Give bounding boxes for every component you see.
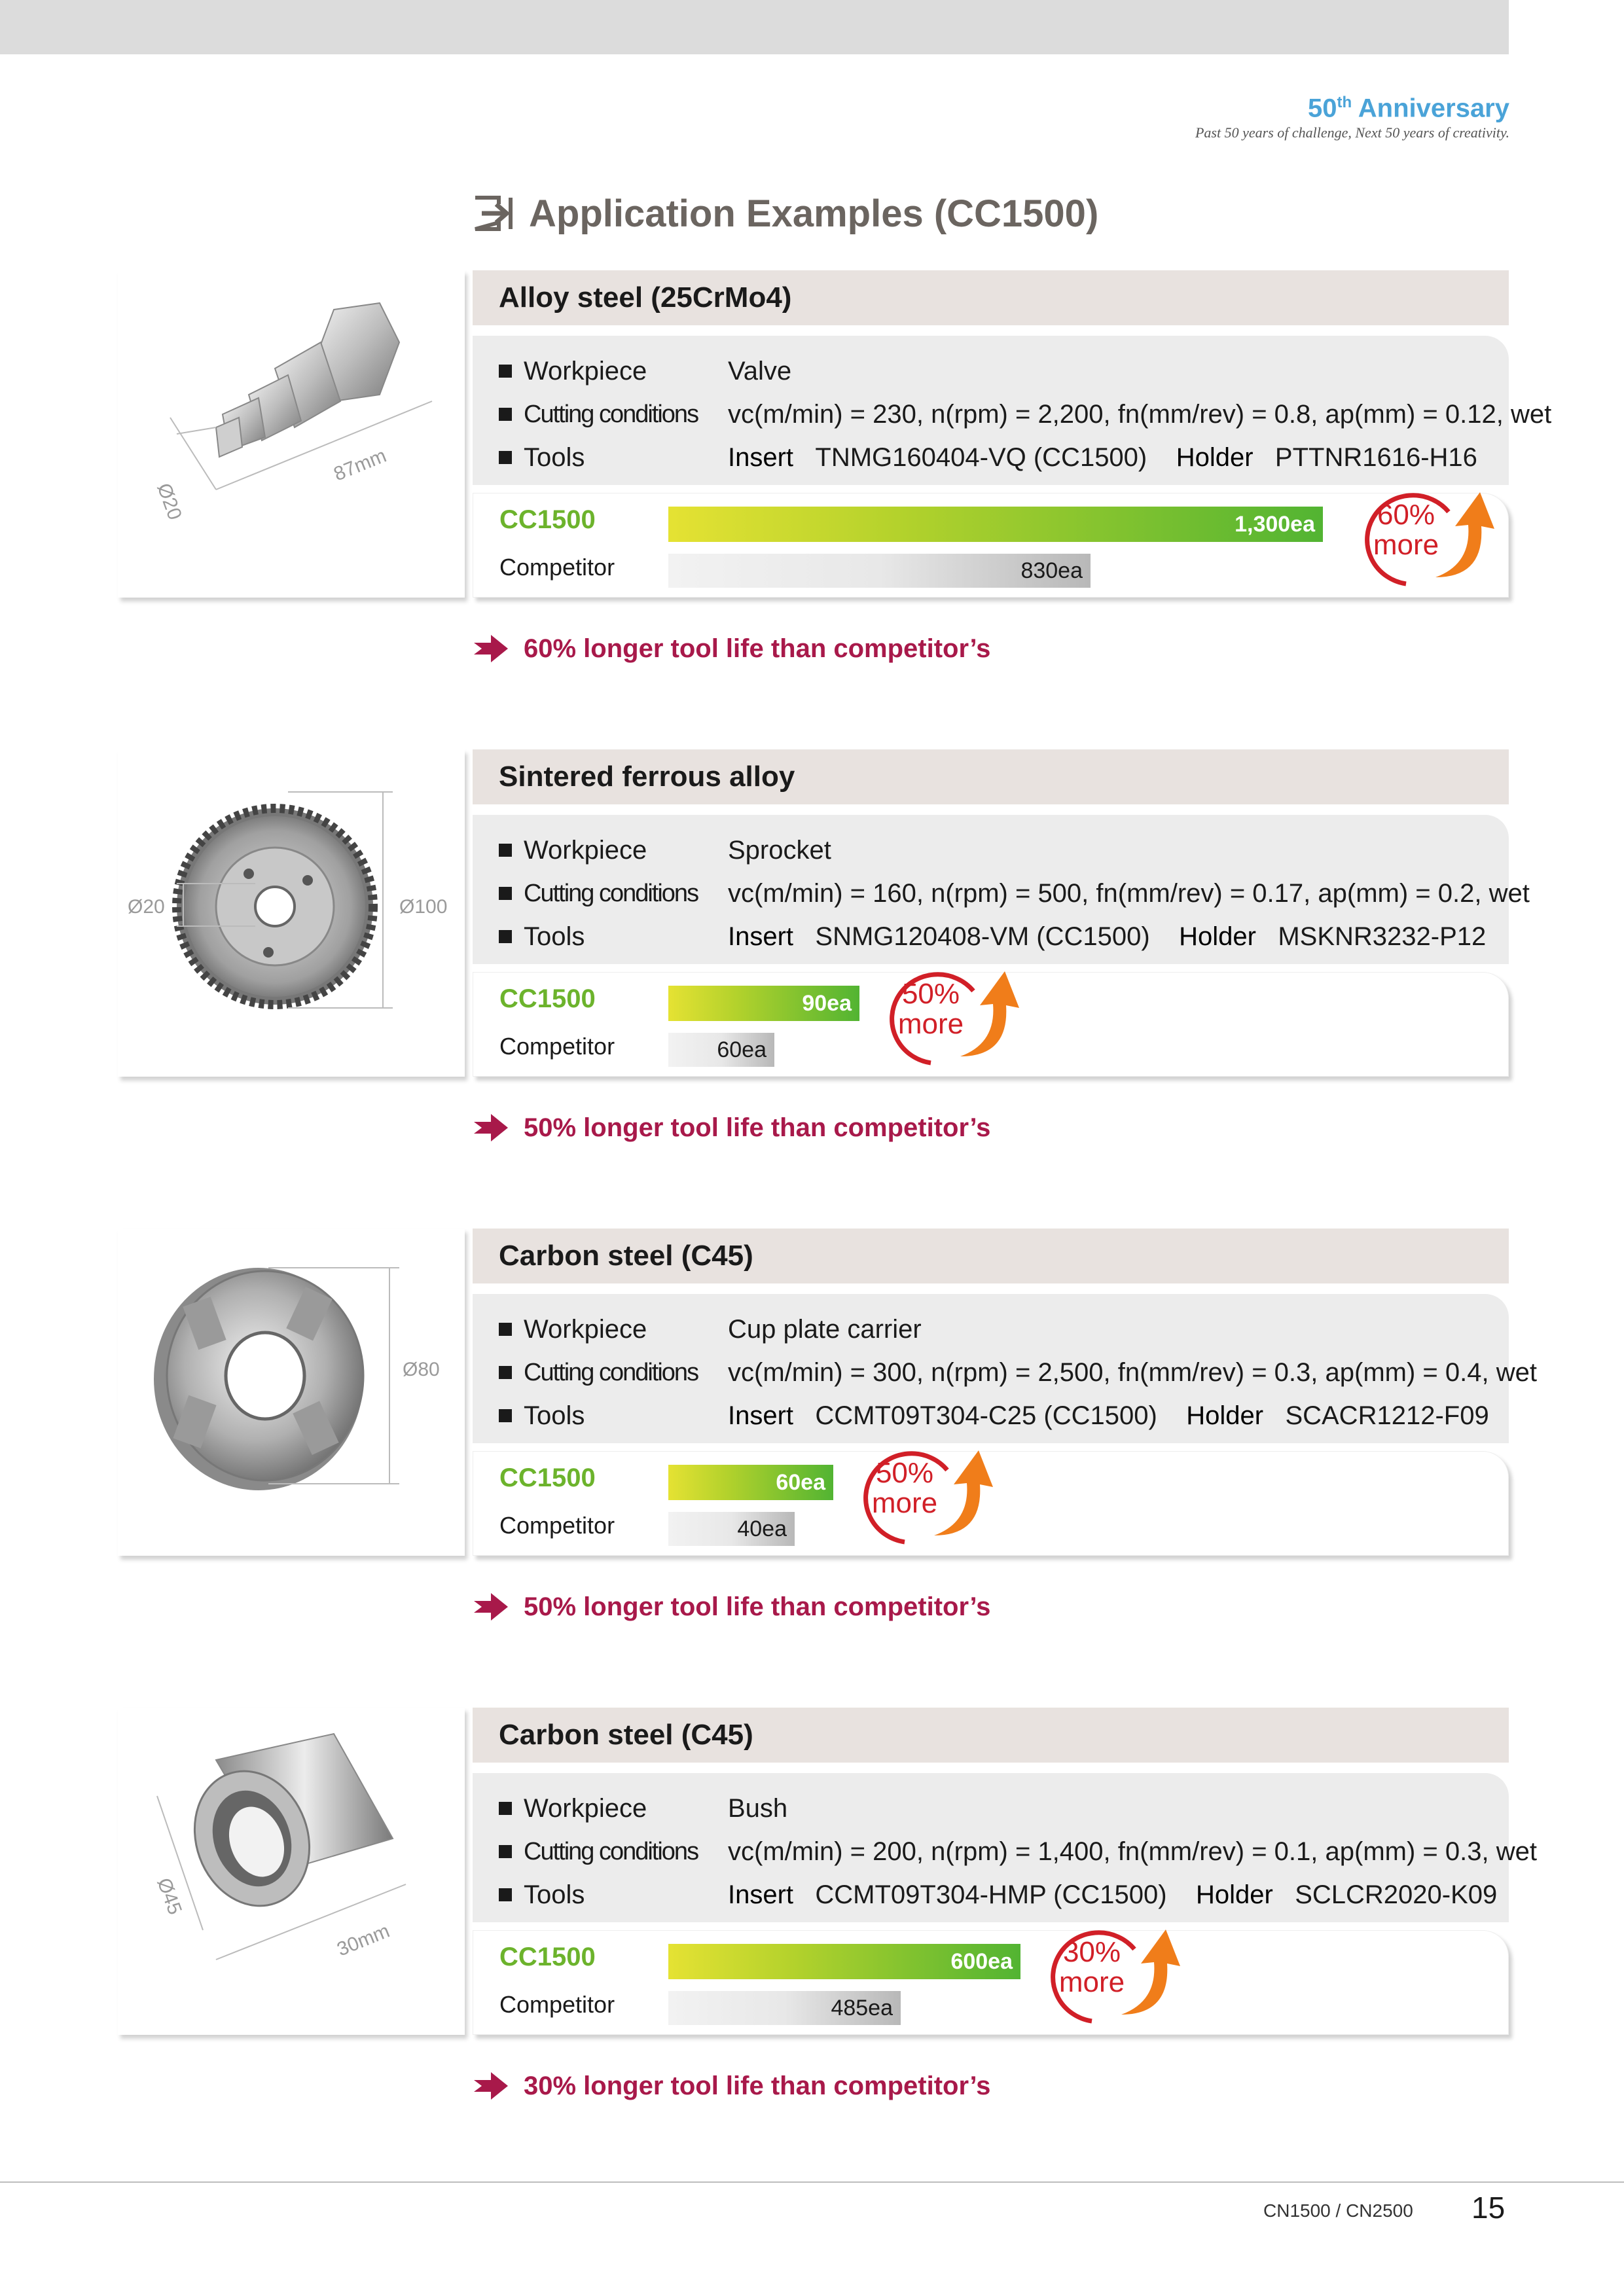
footer-doc-title: CN1500 / CN2500 xyxy=(1263,2200,1413,2221)
conclusion-text: 50% longer tool life than competitor’s xyxy=(524,1113,991,1142)
anniversary-title: 50th Anniversary xyxy=(1307,94,1509,123)
dim-length: 30mm xyxy=(334,1920,393,1961)
insert-value: TNMG160404-VQ (CC1500) xyxy=(815,442,1147,472)
workpiece-value: Cup plate carrier xyxy=(728,1314,922,1344)
page-title: Application Examples (CC1500) xyxy=(529,192,1099,235)
tools-row: Tools Insert TNMG160404-VQ (CC1500) Holder PTTNR1616-H16 xyxy=(499,438,1477,477)
arrow-right-icon xyxy=(473,1592,509,1622)
valve-shaft-illustration xyxy=(118,270,465,598)
competitor-label: Competitor xyxy=(499,1512,615,1539)
cup-plate-carrier-illustration xyxy=(118,1229,465,1556)
conditions-value: vc(m/min) = 200, n(rpm) = 1,400, fn(mm/rev) = 0.1, ap(mm) = 0.3, wet xyxy=(728,1837,1537,1866)
improvement-badge: 60% more xyxy=(1357,486,1501,597)
improvement-value: 50% xyxy=(901,978,960,1010)
dim-length: 87mm xyxy=(331,444,389,486)
improvement-value: 50% xyxy=(875,1457,934,1489)
sprocket-illustration xyxy=(118,749,465,1077)
anniversary-tagline: Past 50 years of challenge, Next 50 years of creativity. xyxy=(1195,124,1509,141)
bullet-icon xyxy=(499,887,512,900)
footer-divider xyxy=(0,2181,1624,2183)
main-product-label: CC1500 xyxy=(499,1463,596,1492)
improvement-value: 30% xyxy=(1062,1936,1121,1968)
holder-value: MSKNR3232-P12 xyxy=(1278,922,1487,951)
top-band xyxy=(0,0,1509,54)
bullet-icon xyxy=(499,451,512,464)
conditions-box xyxy=(473,815,1530,964)
conditions-value: vc(m/min) = 160, n(rpm) = 500, fn(mm/rev) = 0.17, ap(mm) = 0.2, wet xyxy=(728,878,1530,908)
workpiece-value: Sprocket xyxy=(728,835,831,865)
workpiece-row: Workpiece Bush xyxy=(499,1789,787,1828)
tool-life-chart xyxy=(473,493,1509,598)
tools-row: Tools Insert SNMG120408-VM (CC1500) Holder MSKNR3232-P12 xyxy=(499,917,1486,956)
bullet-icon xyxy=(499,1845,512,1858)
improvement-value: 60% xyxy=(1377,499,1435,531)
conditions-value: vc(m/min) = 300, n(rpm) = 2,500, fn(mm/rev) = 0.3, ap(mm) = 0.4, wet xyxy=(728,1357,1537,1387)
bullet-icon xyxy=(499,408,512,421)
dim-bore: Ø20 xyxy=(128,896,165,918)
tool-life-chart xyxy=(473,1451,1509,1556)
main-bar xyxy=(668,1944,1020,1979)
main-bar-value: 600ea xyxy=(950,1949,1013,1974)
tool-life-chart xyxy=(473,972,1509,1077)
workpiece-image-card xyxy=(118,749,465,1077)
insert-value: SNMG120408-VM (CC1500) xyxy=(815,922,1150,951)
main-product-label: CC1500 xyxy=(499,1943,596,1971)
conclusion-line xyxy=(473,1108,990,1147)
tools-row: Tools Insert CCMT09T304-HMP (CC1500) Holder SCLCR2020-K09 xyxy=(499,1875,1497,1914)
competitor-label: Competitor xyxy=(499,1033,615,1060)
conditions-box xyxy=(473,1773,1537,1922)
material-title: Alloy steel (25CrMo4) xyxy=(473,270,1509,325)
workpiece-image-card xyxy=(118,1229,465,1556)
improvement-badge: 50% more xyxy=(856,1444,1000,1555)
insert-value: CCMT09T304-HMP (CC1500) xyxy=(815,1880,1167,1909)
example-cup-plate-carrier xyxy=(0,1229,1624,1634)
workpiece-row: Workpiece Cup plate carrier xyxy=(499,1310,922,1349)
competitor-bar-value: 830ea xyxy=(1020,558,1083,583)
insert-value: CCMT09T304-C25 (CC1500) xyxy=(815,1401,1157,1430)
cutting-conditions-row: Cutting conditions vc(m/min) = 160, n(rpm) = 500, fn(mm/rev) = 0.17, ap(mm) = 0.2, wet xyxy=(499,874,1530,913)
tool-life-chart xyxy=(473,1930,1509,2035)
competitor-bar xyxy=(668,1033,774,1067)
bullet-icon xyxy=(499,1888,512,1901)
conclusion-line xyxy=(473,1587,990,1626)
main-bar-value: 1,300ea xyxy=(1235,512,1315,537)
workpiece-image-card xyxy=(118,270,465,598)
arrow-right-icon xyxy=(473,1113,509,1143)
workpiece-value: Valve xyxy=(728,356,792,386)
cutting-conditions-row: Cutting conditions vc(m/min) = 300, n(rpm) = 2,500, fn(mm/rev) = 0.3, ap(mm) = 0.4, wet xyxy=(499,1353,1537,1392)
workpiece-row: Workpiece Valve xyxy=(499,351,791,391)
bullet-icon xyxy=(499,1409,512,1422)
bullet-icon xyxy=(499,1802,512,1815)
competitor-bar-value: 485ea xyxy=(831,1996,893,2020)
bullet-icon xyxy=(499,1323,512,1336)
arrow-right-icon xyxy=(473,634,509,664)
competitor-label: Competitor xyxy=(499,554,615,581)
holder-value: PTTNR1616-H16 xyxy=(1274,442,1477,472)
conclusion-text: 50% longer tool life than competitor’s xyxy=(524,1592,991,1621)
conclusion-text: 60% longer tool life than competitor’s xyxy=(524,634,991,663)
conditions-value: vc(m/min) = 230, n(rpm) = 2,200, fn(mm/rev) = 0.8, ap(mm) = 0.12, wet xyxy=(728,399,1552,429)
bullet-icon xyxy=(499,365,512,378)
conclusion-line xyxy=(473,629,990,668)
cutting-conditions-row: Cutting conditions vc(m/min) = 200, n(rpm) = 1,400, fn(mm/rev) = 0.1, ap(mm) = 0.3, wet xyxy=(499,1832,1537,1871)
dim-outer: Ø80 xyxy=(403,1359,440,1380)
competitor-bar-value: 60ea xyxy=(717,1037,767,1062)
main-product-label: CC1500 xyxy=(499,984,596,1013)
competitor-bar-value: 40ea xyxy=(737,1516,787,1541)
improvement-badge: 50% more xyxy=(882,965,1026,1076)
tools-row: Tools Insert CCMT09T304-C25 (CC1500) Holder SCACR1212-F09 xyxy=(499,1396,1489,1435)
cutting-conditions-row: Cutting conditions vc(m/min) = 230, n(rpm) = 2,200, fn(mm/rev) = 0.8, ap(mm) = 0.12, wet xyxy=(499,395,1551,434)
bullet-icon xyxy=(499,930,512,943)
main-bar xyxy=(668,507,1323,542)
material-title: Sintered ferrous alloy xyxy=(473,749,1509,804)
holder-value: SCACR1212-F09 xyxy=(1285,1401,1489,1430)
conclusion-text: 30% longer tool life than competitor’s xyxy=(524,2071,991,2100)
holder-value: SCLCR2020-K09 xyxy=(1295,1880,1498,1909)
example-bush xyxy=(0,1708,1624,2113)
improvement-badge: 30% more xyxy=(1043,1923,1187,2034)
competitor-bar xyxy=(668,554,1091,588)
main-bar-value: 90ea xyxy=(802,991,852,1016)
arrow-right-icon xyxy=(473,2071,509,2101)
competitor-label: Competitor xyxy=(499,1991,615,2018)
material-title: Carbon steel (C45) xyxy=(473,1708,1509,1763)
dim-outer: Ø100 xyxy=(399,896,448,918)
main-bar xyxy=(668,1465,833,1500)
main-bar xyxy=(668,986,859,1021)
dim-diameter: Ø20 xyxy=(153,480,186,523)
conditions-box xyxy=(473,336,1552,485)
page-heading xyxy=(473,187,1098,240)
page-number: 15 xyxy=(1471,2191,1506,2225)
main-product-label: CC1500 xyxy=(499,505,596,534)
bullet-icon xyxy=(499,1366,512,1379)
workpiece-image-card xyxy=(118,1708,465,2035)
main-bar-value: 60ea xyxy=(776,1470,825,1495)
workpiece-value: Bush xyxy=(728,1793,788,1823)
workpiece-row: Workpiece Sprocket xyxy=(499,831,831,870)
arrow-into-box-icon xyxy=(473,194,514,233)
competitor-bar xyxy=(668,1512,795,1546)
bush-illustration xyxy=(118,1708,465,2035)
bullet-icon xyxy=(499,844,512,857)
example-valve xyxy=(0,270,1624,676)
competitor-bar xyxy=(668,1991,901,2025)
conditions-box xyxy=(473,1294,1537,1443)
dim-diameter: Ø45 xyxy=(153,1875,186,1918)
conclusion-line xyxy=(473,2066,990,2106)
example-sprocket xyxy=(0,749,1624,1155)
anniversary-block xyxy=(1195,87,1509,142)
material-title: Carbon steel (C45) xyxy=(473,1229,1509,1283)
